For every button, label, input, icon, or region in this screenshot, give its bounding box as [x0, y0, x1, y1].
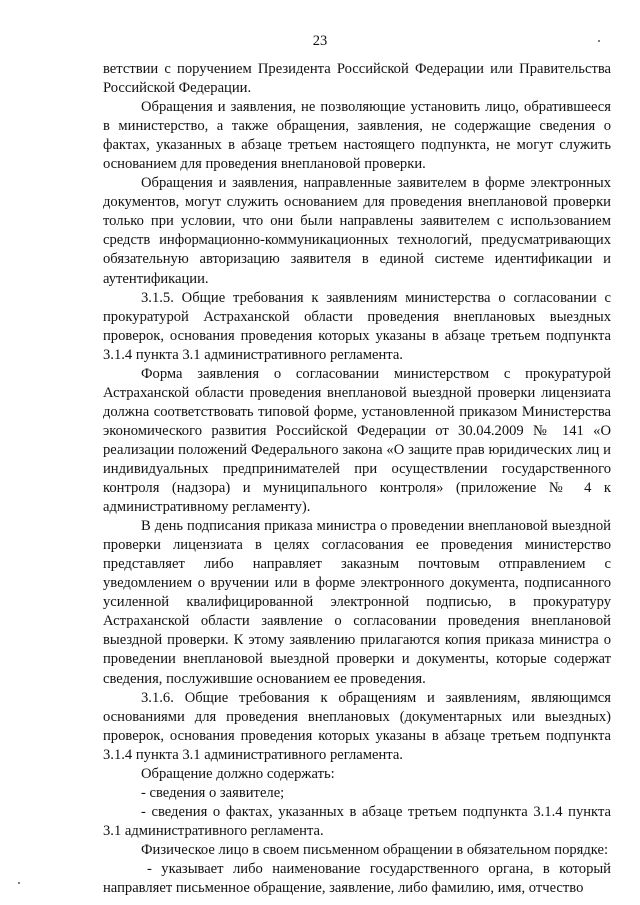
- paragraph: Обращения и заявления, направленные заявителем в форме электронных документов, могут служить основанием для проведения внеплановой проверки только при условии, что они были направлены заявителем с использованием средств информационно-коммуникационных технологий, предусматривающих обязательную авторизацию заявителя в единой системе идентификации и аутентификации.: [103, 175, 611, 287]
- paragraph: 3.1.6. Общие требования к обращениям и заявлениям, являющимся основаниями для проведения внеплановых (документарных или выездных) проверок, основания проведения которых указаны в абзаце третьем подпункта 3.1.4 пункта 3.1 административного регламента.: [103, 689, 611, 763]
- list-intro: Обращение должно содержать:: [141, 765, 335, 782]
- paragraph: В день подписания приказа министра о проведении внеплановой выездной проверки лицензиата в целях согласования ее проведения министерство представляет либо направляет заказным почтовым отправлением с уведомлением о вручении или в форме электронного документа, подписанного усиленной квалифицированной электронной подписью, в прокуратуру Астраханской области заявление о согласовании проведения внеплановой выездной проверки. К этому заявлению прилагаются копия приказа министра о проведении внеплановой выездной проверки и документы, которые содержат сведения, послужившие основанием ее проведения.: [103, 518, 611, 687]
- paragraph: ветствии с поручением Президента Российской Федерации или Правительства Российской Федерации.: [103, 61, 611, 97]
- page-number: 23: [312, 33, 328, 49]
- body-text: [103, 60, 611, 898]
- paragraph: Форма заявления о согласовании министерством с прокуратурой Астраханской области проведения внеплановой выездной проверки лицензиата должна соответствовать типовой форме, установленной приказом Министерства экономического развития Российской Федерации от 30.04.2009 № 141 «О реализации положений Федерального закона «О защите прав юридических лиц и индивидуальных предпринимателей при осуществлении государственного контроля (надзора) и муниципального контроля» (приложение № 4 к административному регламенту).: [103, 365, 611, 516]
- scan-speck: [598, 40, 600, 42]
- paragraph: Физическое лицо в своем письменном обращении в обязательном порядке:: [141, 841, 609, 858]
- scan-speck: [18, 882, 20, 884]
- list-item: - сведения о заявителе;: [141, 784, 285, 801]
- list-item: - указывает либо наименование государственного органа, в который направляет письменное обращение, заявление, либо фамилию, имя, отчество: [103, 860, 611, 897]
- list-item: - сведения о фактах, указанных в абзаце третьем подпункта 3.1.4 пункта 3.1 административного регламента.: [103, 803, 611, 839]
- paragraph: Обращения и заявления, не позволяющие установить лицо, обратившееся в министерство, а также обращения, заявления, не содержащие сведения о фактах, указанных в абзаце третьем настоящего подпункта, не могут служить основанием для проведения внеплановой проверки.: [103, 99, 611, 173]
- paragraph: 3.1.5. Общие требования к заявлениям министерства о согласовании с прокуратурой Астраханской области проведения внеплановых выездных проверок, основания проведения которых указаны в абзаце третьем подпункта 3.1.4 пункта 3.1 административного регламента.: [103, 289, 611, 363]
